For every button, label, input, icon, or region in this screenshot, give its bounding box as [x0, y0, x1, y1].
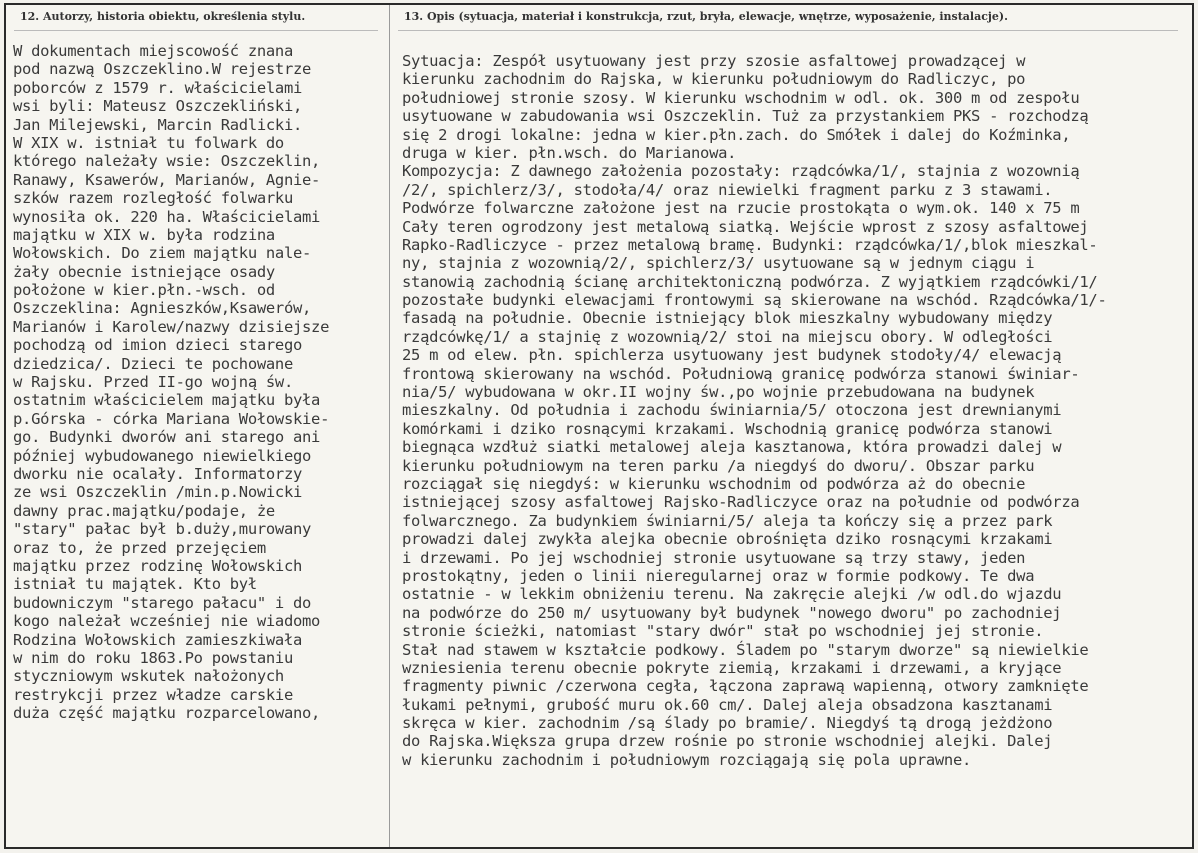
history-text-line: szków razem rozległość folwarku — [13, 189, 293, 208]
description-text-line: rządcówkę/1/ a stajnię z wozownią/2/ stoi na miejscu obory. W odległości — [402, 327, 1053, 346]
description-text-line: druga w kier. płn.wsch. do Marianowa. — [402, 143, 737, 162]
description-text-line: Sytuacja: Zespół usytuowany jest przy szosie asfaltowej prowadzącej w — [402, 52, 1026, 70]
history-text-line: majątku przez rodzinę Wołowskich — [13, 556, 303, 575]
section-12-heading: 12. Autorzy, historia obiektu, określenia stylu. — [20, 10, 306, 23]
description-text-line: wzniesienia terenu obecnie pokryte ziemią, krzakami i drzewami, a kryjące — [402, 658, 1062, 677]
history-text-line: Marianów i Karolew/nazwy dzisiejsze — [13, 317, 330, 336]
history-text-line: położone w kier.płn.-wsch. od — [13, 281, 275, 300]
description-text-line: pozostałe budynki elewacjami frontowymi są skierowane na wschód. Rządcówka/1/- — [402, 291, 1107, 310]
history-text-line: żały obecnie istniejące osady — [13, 262, 275, 281]
history-text-line: oraz to, że przed przejęciem — [13, 538, 266, 557]
column-divider — [389, 5, 390, 847]
description-text-line: ostatnie - w lekkim obniżeniu terenu. Na zakręcie alejki /w odl.do wjazdu — [402, 585, 1062, 604]
description-text-line: w kierunku zachodnim i południowym rozciągają się pola uprawne. — [402, 750, 972, 769]
history-text-line: "stary" pałac był b.duży,murowany — [13, 520, 312, 539]
description-text-line: do Rajska.Większa grupa drzew rośnie po stronie wschodniej alejki. Dalej — [402, 732, 1053, 751]
description-text-line: usytuowane w zabudowania wsi Oszczeklin. Tuż za przystankiem PKS - rozchodzą — [402, 107, 1089, 126]
description-text-line: /2/, spichlerz/3/, stodoła/4/ oraz niewielki fragment parku z 3 stawami. — [402, 180, 1053, 199]
history-text-line: dawny prac.majątku/podaje, że — [13, 501, 275, 520]
history-text-line: p.Górska - córka Mariana Wołowskie- — [13, 409, 330, 428]
description-text-line: prowadzi dalej zwykła alejka obecnie obrośnięta dziko rosnącymi krzakami — [402, 530, 1053, 549]
history-text-line: dziedzica/. Dzieci te pochowane — [13, 354, 293, 373]
description-text-line: południowej stronie szosy. W kierunku wschodnim w odl. ok. 300 m od zespołu — [402, 88, 1080, 107]
description-text-line: stronie ścieżki, natomiast "stary dwór" stał po wschodniej jej stronie. — [402, 622, 1044, 641]
history-text-line: Ranawy, Ksawerów, Marianów, Agnie- — [13, 170, 321, 189]
description-text-line: na podwórze do 250 m/ usytuowany był budynek "nowego dworu" po zachodniej — [402, 603, 1062, 622]
description-text-line: i drzewami. Po jej wschodniej stronie usytuowane są trzy stawy, jeden — [402, 548, 1026, 567]
history-text-line: Jan Milejewski, Marcin Radlicki. — [13, 115, 303, 134]
history-text-line: ze wsi Oszczeklin /min.p.Nowicki — [13, 483, 303, 502]
history-text-line: budowniczym "starego pałacu" i do — [13, 593, 312, 612]
history-text-line: w Rajsku. Przed II-go wojną św. — [13, 373, 293, 392]
description-text-line: komórkami i dziko rosnącymi krzakami. Wschodnią granicę podwórza stanowi — [402, 419, 1053, 438]
description-text-line: fragmenty piwnic /czerwona cegła, łączona zaprawą wapienną, otwory zamknięte — [402, 677, 1089, 696]
description-text-line: istniejącej szosy asfaltowej Rajsko-Radliczyce oraz na południe od podwórza — [402, 493, 1080, 512]
description-text-line: kierunku południowym na teren parku /a niegdyś do dworu/. Obszar parku — [402, 456, 1035, 475]
history-text-line: Wołowskich. Do ziem majątku nale- — [13, 244, 312, 263]
description-text-line: nia/5/ wybudowana w okr.II wojny św.,po wojnie przebudowana na budynek — [402, 383, 1035, 402]
description-text-line: mieszkalny. Od południa i zachodu świniarnia/5/ otoczona jest drewnianymi — [402, 401, 1062, 420]
history-text-line: styczniowym wskutek nałożonych — [13, 667, 284, 686]
history-text-line: poborców z 1579 r. właścicielami — [13, 78, 303, 97]
history-text-line: pod nazwą Oszczeklino.W rejestrze — [13, 60, 312, 79]
heading-underline-left — [14, 30, 378, 31]
description-text-line: Podwórze folwarczne założone jest na rzucie prostokąta o wym.ok. 140 x 75 m — [402, 199, 1080, 218]
history-text-line: kogo należał wcześniej nie wiadomo — [13, 612, 321, 631]
description-text-line: kierunku zachodnim do Rajska, w kierunku południowym do Radliczyc, po — [402, 70, 1026, 89]
heading-underline-right — [398, 30, 1178, 31]
description-text-line: się 2 drogi lokalne: jedna w kier.płn.zach. do Smółek i dalej do Koźminka, — [402, 125, 1071, 144]
description-text-line: 25 m od elew. płn. spichlerza usytuowany jest budynek stodoły/4/ elewacją — [402, 346, 1062, 365]
history-text-line: Oszczeklina: Agnieszków,Ksawerów, — [13, 299, 312, 318]
history-text-line: dworku nie ocalały. Informatorzy — [13, 464, 303, 483]
description-text-line: Cały teren ogrodzony jest metalową siatką. Wejście wprost z szosy asfaltowej — [402, 217, 1089, 236]
history-text-line: później wybudowanego niewielkiego — [13, 446, 312, 465]
history-typed-text — [13, 42, 329, 722]
description-text-line: ny, stajnia z wozownią/2/, spichlerz/3/ usytuowane są w jednym ciągu i — [402, 254, 1035, 273]
history-text-line: W XIX w. istniał tu folwark do — [13, 133, 284, 152]
description-text-line: stanowią zachodnią ścianę architektoniczną podwórza. Z wyjątkiem rządcówki/1/ — [402, 272, 1098, 291]
description-text-line: skręca w kier. zachodnim /są ślady po bramie/. Niegdyś tą drogą jeżdżono — [402, 714, 1053, 733]
history-text-line: restrykcji przez władze carskie — [13, 685, 293, 704]
history-text-line: którego należały wsie: Oszczeklin, — [13, 152, 321, 171]
history-text-line: wynosiła ok. 220 ha. Właścicielami — [13, 207, 321, 226]
history-text-line: istniał tu majątek. Kto był — [13, 575, 257, 594]
description-text-line: Rapko-Radliczyce - przez metalową bramę. Budynki: rządcówka/1/,blok mieszkal- — [402, 235, 1098, 254]
history-text-line: pochodzą od imion dzieci starego — [13, 336, 303, 355]
description-text-line: biegnąca wzdłuż siatki metalowej aleja kasztanowa, która prowadzi dalej w — [402, 438, 1062, 457]
description-text-line: fasadą na południe. Obecnie istniejący blok mieszkalny wybudowany między — [402, 309, 1053, 328]
description-text-line: łukami pełnymi, grubość muru ok.60 cm/. Dalej aleja obsadzona kasztanami — [402, 695, 1053, 714]
description-text-line: frontową skierowany na wschód. Południową granicę podwórza stanowi świniar- — [402, 364, 1080, 383]
description-text-line: prostokątny, jeden o linii nieregularnej oraz w formie podkowy. Te dwa — [402, 566, 1035, 585]
description-typed-text — [402, 52, 1106, 769]
history-text-line: ostatnim właścicielem majątku była — [13, 391, 321, 410]
history-text-line: duża część majątku rozparcelowano, — [13, 704, 321, 723]
history-text-line: W dokumentach miejscowość znana — [13, 42, 293, 60]
history-text-line: Rodzina Wołowskich zamieszkiwała — [13, 630, 303, 649]
description-text-line: rozciągał się niegdyś: w kierunku wschodnim od podwórza aż do obecnie — [402, 474, 1026, 493]
history-text-line: w nim do roku 1863.Po powstaniu — [13, 648, 293, 667]
section-13-heading: 13. Opis (sytuacja, materiał i konstrukcja, rzut, bryła, elewacje, wnętrze, wyposażenie, instalacje). — [404, 10, 1008, 23]
description-text-line: folwarcznego. Za budynkiem świniarni/5/ aleja ta kończy się a przez park — [402, 511, 1053, 530]
history-text-line: majątku w XIX w. była rodzina — [13, 225, 275, 244]
history-text-line: go. Budynki dworów ani starego ani — [13, 428, 321, 447]
description-text-line: Stał nad stawem w kształcie podkowy. Śladem po "starym dworze" są niewielkie — [402, 640, 1089, 659]
description-text-line: Kompozycja: Z dawnego założenia pozostały: rządcówka/1/, stajnia z wozownią — [402, 162, 1080, 181]
history-text-line: wsi byli: Mateusz Oszczekliński, — [13, 97, 303, 116]
